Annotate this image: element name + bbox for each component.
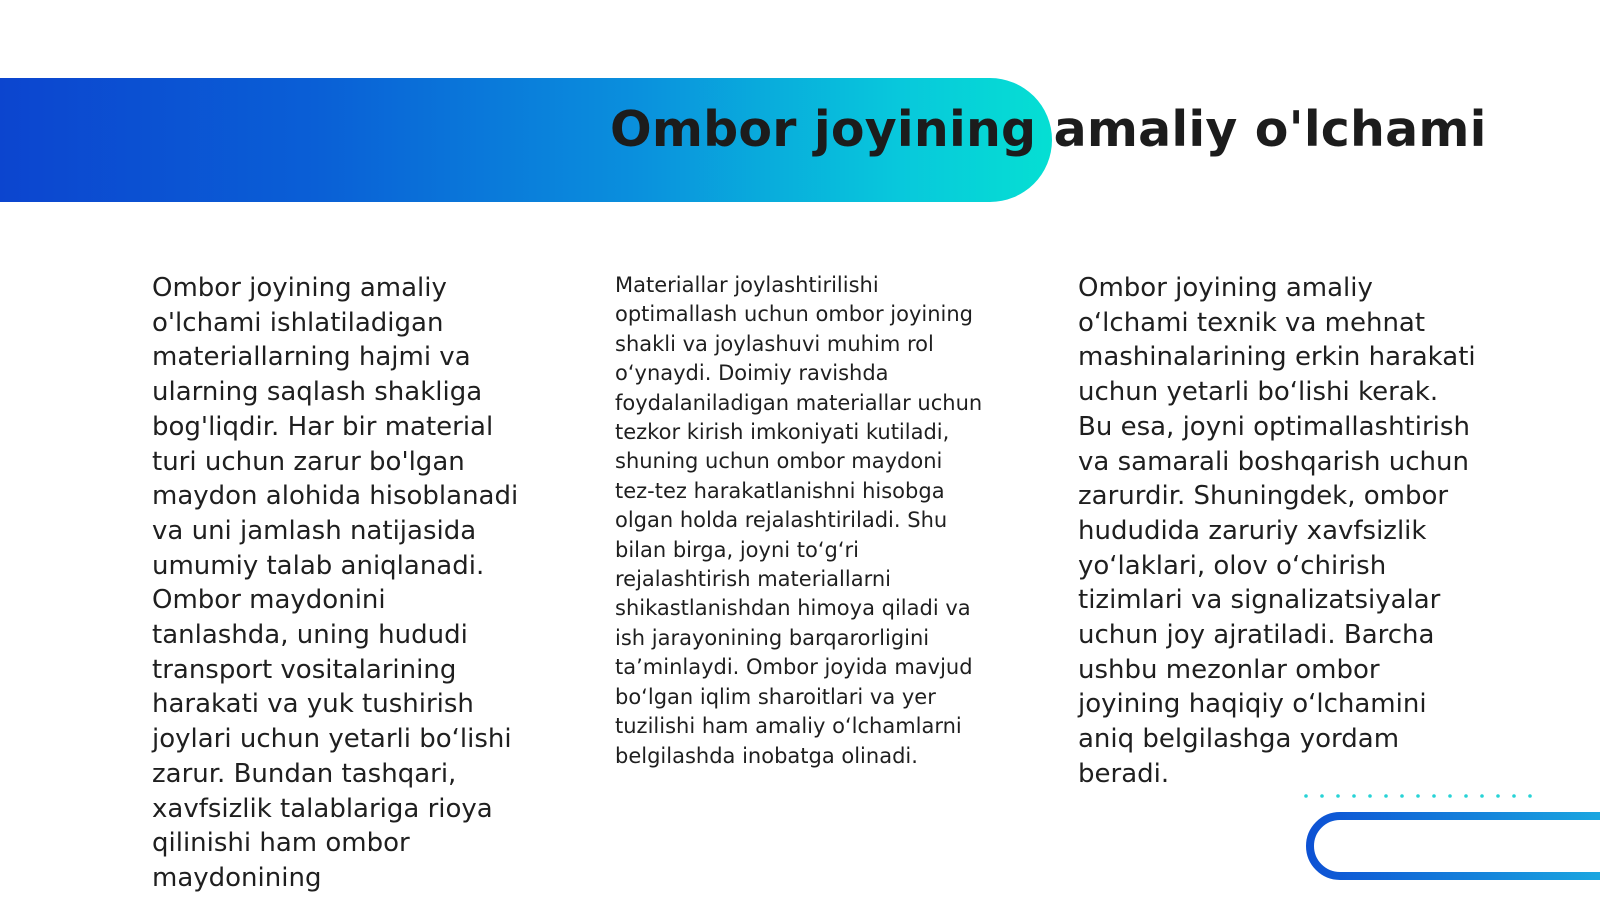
text-column-middle: Materiallar joylashtirilishi optimallash uchun ombor joyining shakli va joylashuvi muhim rol o‘ynaydi. Doimiy ravishda foydalaniladigan materiallar uchun tezkor kirish imkoniyati kutiladi, shuning uchun ombor maydoni tez-tez harakatlanishni hisobga olgan holda rejalashtiriladi. Shu bilan birga, joyni to‘g‘ri rejalashtirish materiallarni shikastlanishdan himoya qiladi va ish jarayonining barqarorligini ta’minlaydi. Ombor joyida mavjud bo‘lgan iqlim sharoitlari va yer tuzilishi ham amaliy o‘lchamlarni belgilashda inobatga olinadi. bbox=[615, 273, 983, 768]
text-column-right: Ombor joyining amaliy o‘lchami texnik va mehnat mashinalarining erkin harakati uchun yetarli bo‘lishi kerak. Bu esa, joyni optimallashtirish va samarali boshqarish uchun zarurdir. Shuningdek, ombor hududida zaruriy xavfsizlik yo‘laklari, olov o‘chirish tizimlari va signalizatsiyalar uchun joy ajratiladi. Barcha ushbu mezonlar ombor joyining haqiqiy o‘lchamini aniq belgilashga yordam beradi. bbox=[1078, 273, 1476, 789]
decorative-dots bbox=[1304, 794, 1532, 798]
decorative-rounded-line bbox=[1310, 816, 1600, 876]
decorative-corner-graphic bbox=[1300, 788, 1600, 900]
slide-title: Ombor joyining amaliy o'lchami bbox=[610, 101, 1487, 158]
text-column-left: Ombor joyining amaliy o'lchami ishlatiladigan materiallarning hajmi va ularning saqlash shakliga bog'liqdir. Har bir material turi uchun zarur bo'lgan maydon alohida hisoblanadi va uni jamlash natijasida umumiy talab aniqlanadi. Ombor maydonini tanlashda, uning hududi transport vositalarining harakati va yuk tushirish joylari uchun yetarli bo‘lishi zarur. Bundan tashqari, xavfsizlik talablariga rioya qilinishi ham ombor maydonining bbox=[152, 273, 519, 893]
